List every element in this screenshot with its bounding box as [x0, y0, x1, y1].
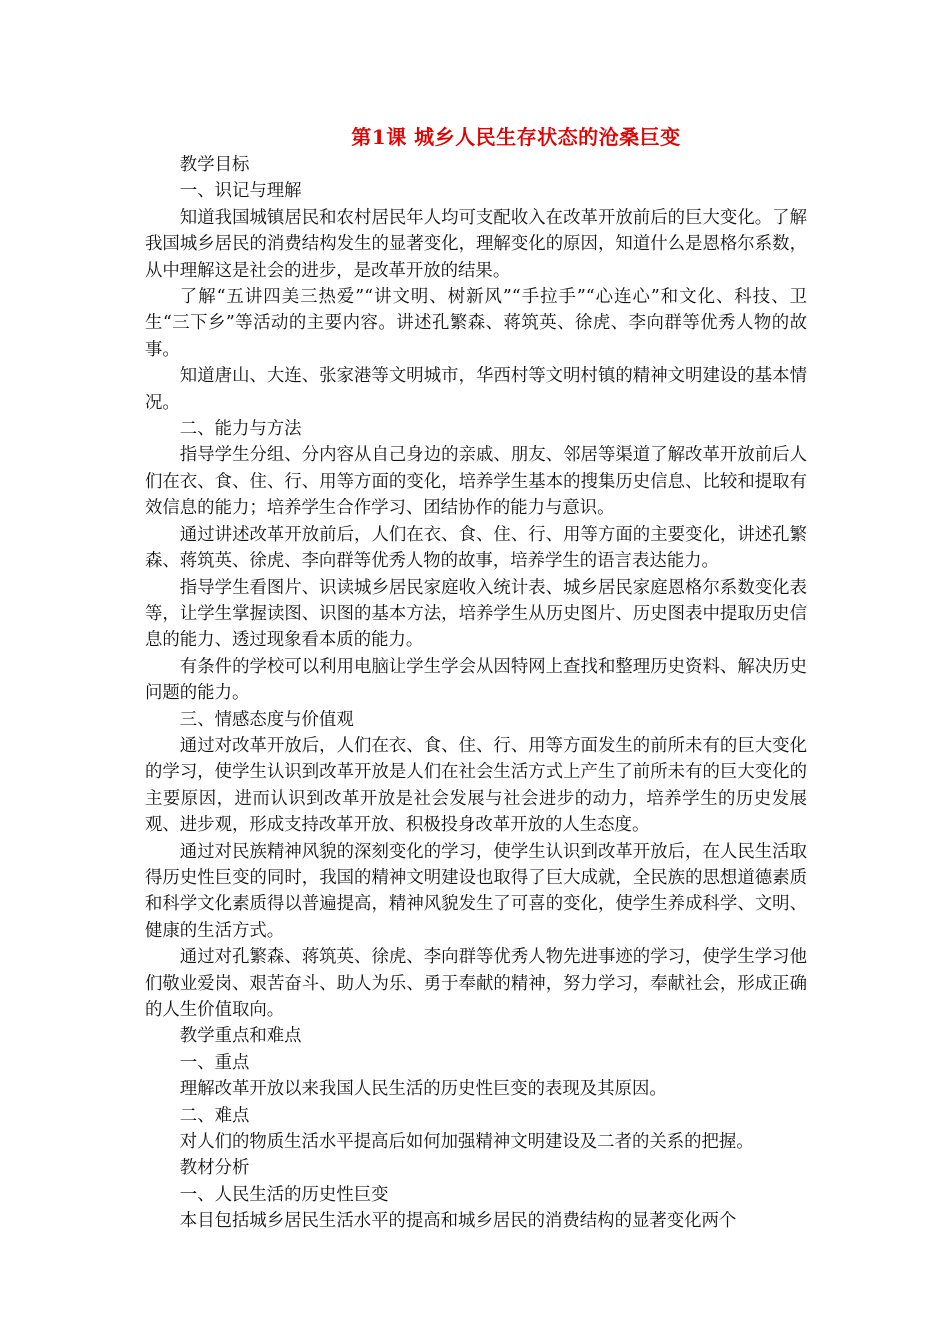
body-paragraph: 通过讲述改革开放前后，人们在衣、食、住、行、用等方面的主要变化，讲述孔繁森、蒋筑英、徐虎、李向群等优秀人物的故事，培养学生的语言表达能力。: [145, 524, 807, 572]
document-page: [145, 122, 807, 1235]
body-paragraph: 一、重点: [179, 1052, 250, 1073]
body-paragraph: 指导学生分组、分内容从自己身边的亲戚、朋友、邻居等渠道了解改革开放前后人们在衣、食、住、行、用等方面的变化，培养学生基本的搜集历史信息、比较和提取有效信息的能力；培养学生合作学习、团结协作的能力与意识。: [145, 445, 807, 519]
body-paragraph: 教学重点和难点: [179, 1026, 302, 1047]
body-paragraph: 教学目标: [179, 155, 250, 175]
lesson-title: 第1课 城乡人民生存状态的沧桑巨变: [351, 125, 681, 149]
body-paragraph: 一、识记与理解: [179, 181, 302, 202]
body-paragraph: 指导学生看图片、识读城乡居民家庭收入统计表、城乡居民家庭恩格尔系数变化表等，让学生掌握读图、识图的基本方法，培养学生从历史图片、历史图表中提取历史信息的能力、透过现象看本质的能力。: [145, 577, 807, 651]
body-paragraph: 对人们的物质生活水平提高后如何加强精神文明建设及二者的关系的把握。: [179, 1132, 754, 1153]
body-paragraph: 理解改革开放以来我国人民生活的历史性巨变的表现及其原因。: [179, 1079, 667, 1100]
body-paragraph: 有条件的学校可以利用电脑让学生学会从因特网上查找和整理历史资料、解决历史问题的能力。: [145, 656, 807, 704]
body-paragraph: 本目包括城乡居民生活水平的提高和城乡居民的消费结构的显著变化两个: [179, 1211, 737, 1232]
body-paragraph: 通过对孔繁森、蒋筑英、徐虎、李向群等优秀人物先进事迹的学习，使学生学习他们敬业爱岗、艰苦奋斗、助人为乐、勇于奉献的精神，努力学习，奉献社会，形成正确的人生价值取向。: [145, 947, 807, 1020]
body-paragraph: 二、难点: [179, 1105, 250, 1126]
body-paragraph: 了解“五讲四美三热爱”“讲文明、树新风”“手拉手”“心连心”和文化、科技、卫生“三下乡”等活动的主要内容。讲述孔繁森、蒋筑英、徐虎、李向群等优秀人物的故事。: [145, 287, 807, 360]
body-paragraph: 通过对改革开放后，人们在衣、食、住、行、用等方面发生的前所未有的巨大变化的学习，使学生认识到改革开放是人们在社会生活方式上产生了前所未有的巨大变化的主要原因，进而认识到改革开放是社会发展与社会进步的动力，培养学生的历史发展观、进步观，形成支持改革开放、积极投身改革开放的人生态度。: [145, 735, 807, 836]
body-paragraph: 二、能力与方法: [179, 419, 302, 440]
body-paragraph: 教材分析: [179, 1158, 250, 1179]
body-paragraph: 通过对民族精神风貌的深刻变化的学习，使学生认识到改革开放后，在人民生活取得历史性巨变的同时，我国的精神文明建设也取得了巨大成就，全民族的思想道德素质和科学文化素质得以普遍提高，精神风貌发生了可喜的变化，使学生养成科学、文明、健康的生活方式。: [145, 841, 807, 941]
body-paragraph: 知道唐山、大连、张家港等文明城市，华西村等文明村镇的精神文明建设的基本情况。: [145, 366, 807, 413]
body-paragraph: 一、人民生活的历史性巨变: [179, 1184, 389, 1205]
document-body: [145, 152, 807, 1235]
body-paragraph: 三、情感态度与价值观: [179, 709, 354, 730]
body-paragraph: 知道我国城镇居民和农村居民年人均可支配收入在改革开放前后的巨大变化。了解我国城乡居民的消费结构发生的显著变化，理解变化的原因，知道什么是恩格尔系数，从中理解这是社会的进步，是改革开放的结果。: [145, 207, 807, 281]
